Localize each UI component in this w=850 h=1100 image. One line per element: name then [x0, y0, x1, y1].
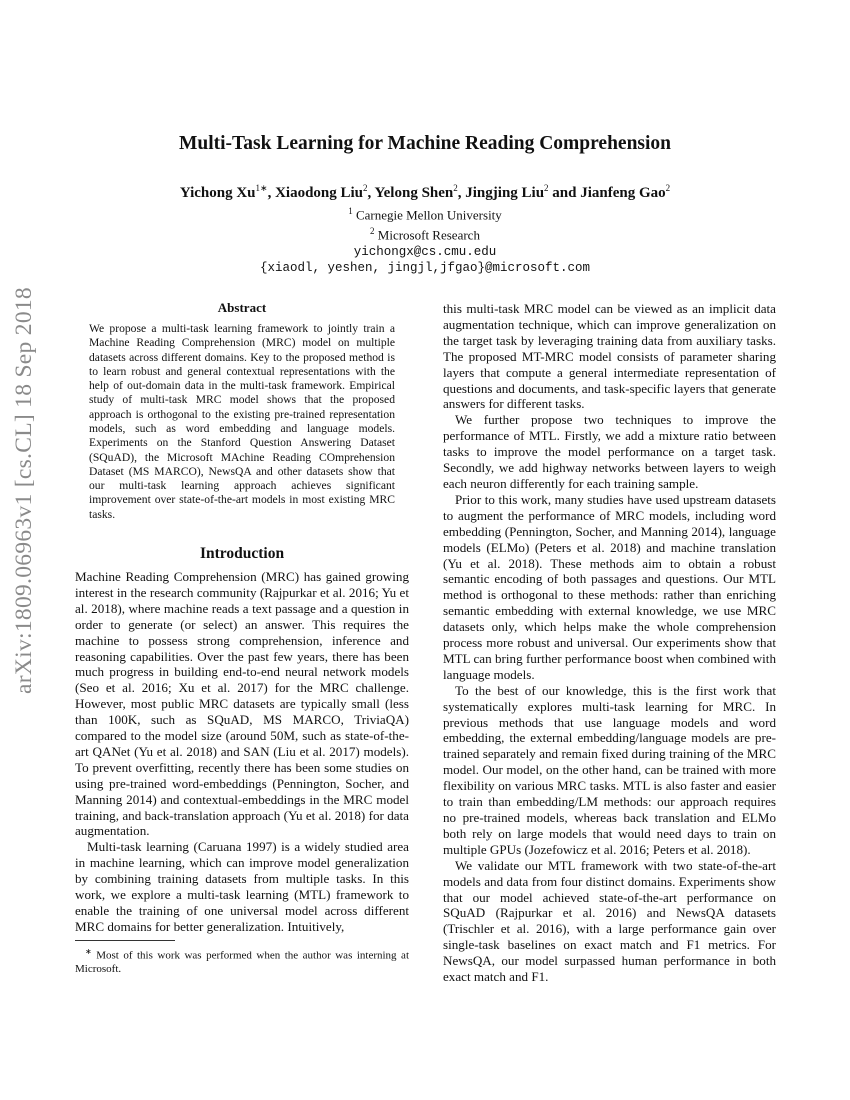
arxiv-identifier-text: arXiv:1809.06963v1 [cs.CL] 18 Sep 2018 — [10, 286, 37, 694]
body-paragraph: this multi-task MRC model can be viewed as an implicit data augmentation technique, which can improve generalization on the target task by leveraging training data from auxiliary tasks. The proposed MT-MRC model consists of parameter sharing layers that compute a general intermediate representation of questions and documents, and task-specific layers that generate answers for different tasks. — [443, 301, 776, 412]
author-affiliation-mark: 2 — [363, 183, 368, 193]
affiliation-mark: 1 — [348, 206, 353, 216]
footnote-divider — [75, 940, 175, 941]
footnote — [75, 945, 409, 977]
body-paragraph: We further propose two techniques to improve the performance of MTL. Firstly, we add a mixture ratio between tasks to improve the model performance on a target task. Secondly, we add highway networks between layers to weigh each neuron differently for each training sample. — [443, 412, 776, 491]
author-email: yichongx@cs.cmu.edu — [353, 244, 497, 259]
abstract-text: We propose a multi-task learning framework to jointly train a Machine Reading Comprehension (MRC) model on multiple datasets across different domains. Key to the proposed method is to learn robust and general contextual representations with the help of out-domain data in the multi-task framework. Empirical study of multi-task MRC model shows that the proposed approach is orthogonal to the existing pre-trained representation models, such as word embedding and language models. Experiments on the Stanford Question Answering Dataset (SQuAD), the Microsoft MAchine Reading COmprehension Dataset (MS MARCO), NewsQA and other datasets show that our multi-task learning approach achieves significant improvement over state-of-the-art models in most existing MRC tasks. — [89, 321, 395, 521]
arxiv-identifier — [4, 286, 44, 694]
affiliation-mark: 2 — [370, 226, 375, 237]
author-affiliation-mark: 2 — [544, 183, 549, 193]
right-column — [443, 301, 776, 985]
body-paragraph: We validate our MTL framework with two state-of-the-art models and data from four distinct domains. Experiments show that our model achieved state-of-the-art performance on SQuAD (Rajpurkar et al. 2016) and NewsQA datasets (Trischler et al. 2016), with a large performance gain over single-task baselines on exact match and F1 metrics. For NewsQA, our model surpassed human performance in both exact match and F1. — [443, 857, 776, 985]
author-name: Jingjing Liu — [465, 185, 545, 201]
body-paragraph: Prior to this work, many studies have used upstream datasets to augment the performance of MRC models, including word embedding (Pennington, Socher, and Manning 2014), language models (ELMo) (Peters et al. 2018) and machine translation (Yu et al. 2018). These methods aim to obtain a robust semantic encoding of both passages and questions. Our MTL method is orthogonal to these methods: rather than enriching semantic embedding with external knowledge, we use MRC datasets only, which helps make the whole comprehension process more robust and universal. Our experiments show that MTL can bring further performance boost when combined with language models. — [443, 491, 776, 682]
author-separator: , — [457, 185, 466, 201]
body-paragraph: Multi-task learning (Caruana 1997) is a widely studied area in machine learning, which can improve model generalization by combining training datasets from multiple tasks. In this work, we explore a multi-task learning (MTL) framework to enable the training of one universal model across different MRC domains for better generalization. Intuitively, — [75, 839, 409, 934]
body-paragraph: Machine Reading Comprehension (MRC) has gained growing interest in the research community (Rajpurkar et al. 2016; Yu et al. 2018), where machine reads a text passage and a question in order to generate (or select) an answer. This requires the machine to possess strong comprehension, inference and reasoning capabilities. Over the past few years, there has been much progress in building end-to-end neural network models (Seo et al. 2016; Xu et al. 2017) for the MRC challenge. However, most public MRC datasets are typically small (less than 100K, such as SQuAD, MS MARCO, TriviaQA) compared to the model size (around 50M, such as state-of-the-art QANet (Yu et al. 2018) and SAN (Liu et al. 2017) models). To prevent overfitting, recently there has been some studies on using pre-trained word-embeddings (Pennington, Socher, and Manning 2014) and contextual-embeddings in the MRC model training, and back-translation approach (Yu et al. 2018) for data augmentation. — [75, 568, 409, 839]
introduction-heading: Introduction — [199, 545, 285, 563]
author-affiliation-mark: 1∗ — [255, 183, 268, 193]
affiliation-name: Carnegie Mellon University — [355, 207, 502, 223]
author-email: {xiaodl, yeshen, jingjl,jfgao}@microsoft.com — [259, 260, 591, 275]
author-separator: , — [267, 185, 276, 201]
abstract-heading: Abstract — [217, 300, 267, 315]
author-separator: , — [367, 185, 375, 201]
footnote-text: Most of this work was performed when the author was interning at Microsoft. — [75, 949, 409, 976]
author-name: Jianfeng Gao — [580, 185, 666, 201]
author-affiliation-mark: 2 — [665, 183, 671, 193]
paper-title: Multi-Task Learning for Machine Reading Comprehension — [178, 133, 672, 154]
author-list — [0, 179, 850, 203]
author-affiliation-mark: 2 — [453, 183, 458, 193]
author-name: Yichong Xu — [179, 185, 256, 201]
author-block — [0, 179, 850, 276]
author-and: and — [548, 185, 581, 201]
body-paragraph: To the best of our knowledge, this is the first work that systematically explores multi-task learning for MRC. In previous methods that use language models and word embedding, the external embedding/language models are pre-trained separately and remain fixed during training of the MRC model. Our model, on the other hand, can be trained with more flexibility on various MRC tasks. MTL is also faster and easier to train than embedding/LM methods: our approach requires no pre-trained models, whereas back translation and ELMo both rely on large models that would need days to train on multiple GPUs (Jozefowicz et al. 2016; Peters et al. 2018). — [443, 682, 776, 857]
affiliation — [0, 203, 850, 223]
author-name: Yelong Shen — [374, 185, 454, 201]
affiliation — [0, 223, 850, 243]
author-name: Xiaodong Liu — [275, 185, 364, 201]
footnote-marker: ∗ — [85, 947, 92, 956]
left-column — [75, 300, 409, 935]
affiliation-name: Microsoft Research — [377, 227, 480, 243]
